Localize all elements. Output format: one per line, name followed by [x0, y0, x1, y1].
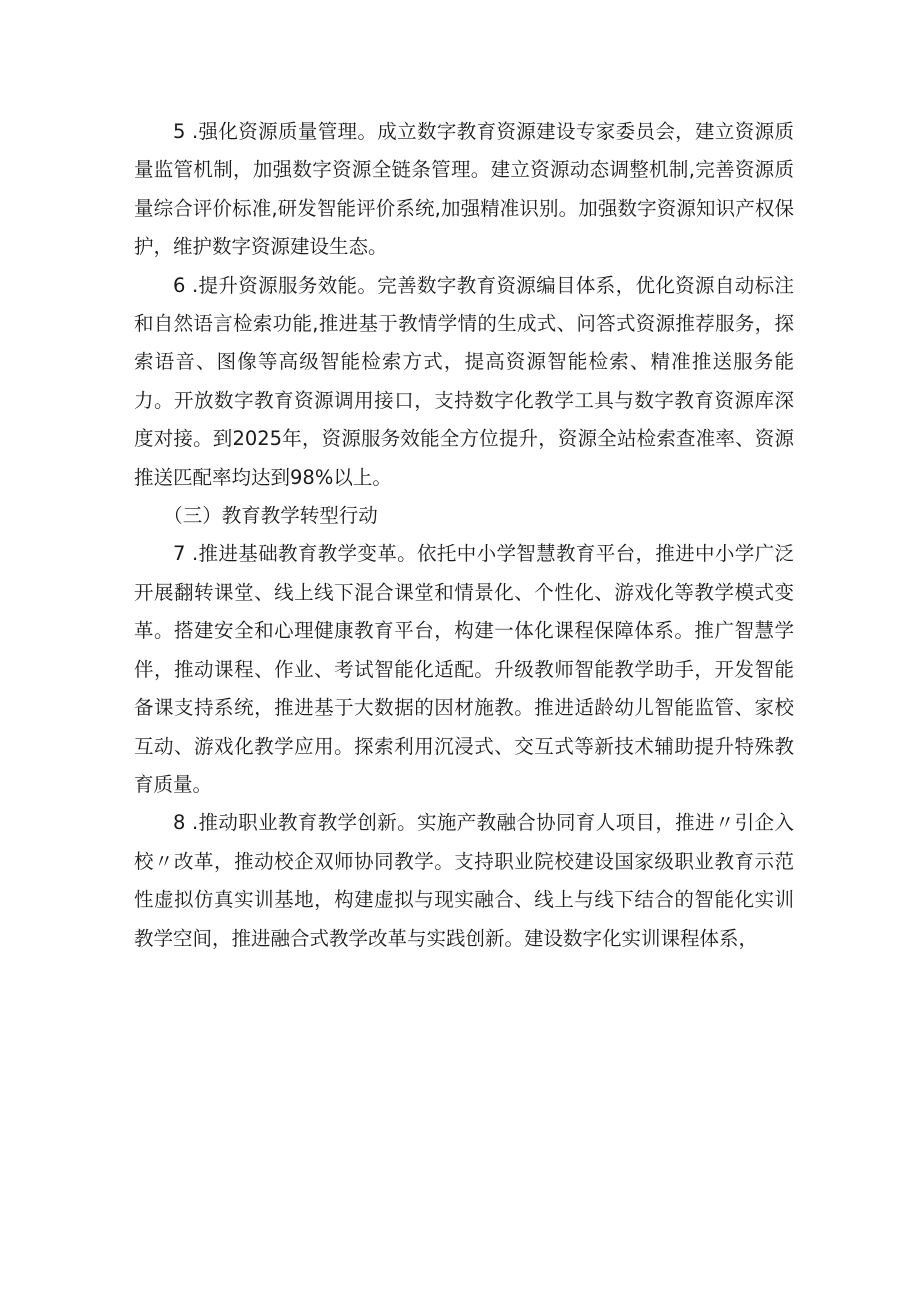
document-body: [134, 113, 794, 958]
paragraph-item-8: 8 .推动职业教育教学创新。实施产教融合协同育人项目，推进〃引企入校〃改革，推动校企双师协同教学。支持职业院校建设国家级职业教育示范性虚拟仿真实训基地，构建虚拟与现实融合、线上与线下结合的智能化实训教学空间，推进融合式教学改革与实践创新。建设数字化实训课程体系，: [134, 811, 794, 950]
paragraph-item-5: 5 .强化资源质量管理。成立数字教育资源建设专家委员会，建立资源质量监管机制，加强数字资源全链条管理。建立资源动态调整机制,完善资源质量综合评价标准,研发智能评价系统,加强精准识别。加强数字资源知识产权保护，维护数字资源建设生态。: [134, 120, 794, 259]
section-heading: （三）教育教学转型行动: [163, 504, 378, 528]
paragraph-item-6: 6 .提升资源服务效能。完善数字教育资源编目体系，优化资源自动标注和自然语言检索功能,推进基于教情学情的生成式、问答式资源推荐服务，探索语音、图像等高级智能检索方式，提高资源智能检索、精准推送服务能力。开放数字教育资源调用接口，支持数字化教学工具与数字教育资源库深度对接。到2025年，资源服务效能全方位提升，资源全站检索查准率、资源推送匹配率均达到98%以上。: [134, 273, 794, 489]
paragraph-item-7: 7 .推进基础教育教学变革。依托中小学智慧教育平台，推进中小学广泛开展翻转课堂、线上线下混合课堂和情景化、个性化、游戏化等教学模式变革。搭建安全和心理健康教育平台，构建一体化课程保障体系。推广智慧学伴，推动课程、作业、考试智能化适配。升级教师智能教学助手，开发智能备课支持系统，推进基于大数据的因材施教。推进适龄幼儿智能监管、家校互动、游戏化教学应用。探索利用沉浸式、交互式等新技术辅助提升特殊教育质量。: [134, 542, 794, 796]
